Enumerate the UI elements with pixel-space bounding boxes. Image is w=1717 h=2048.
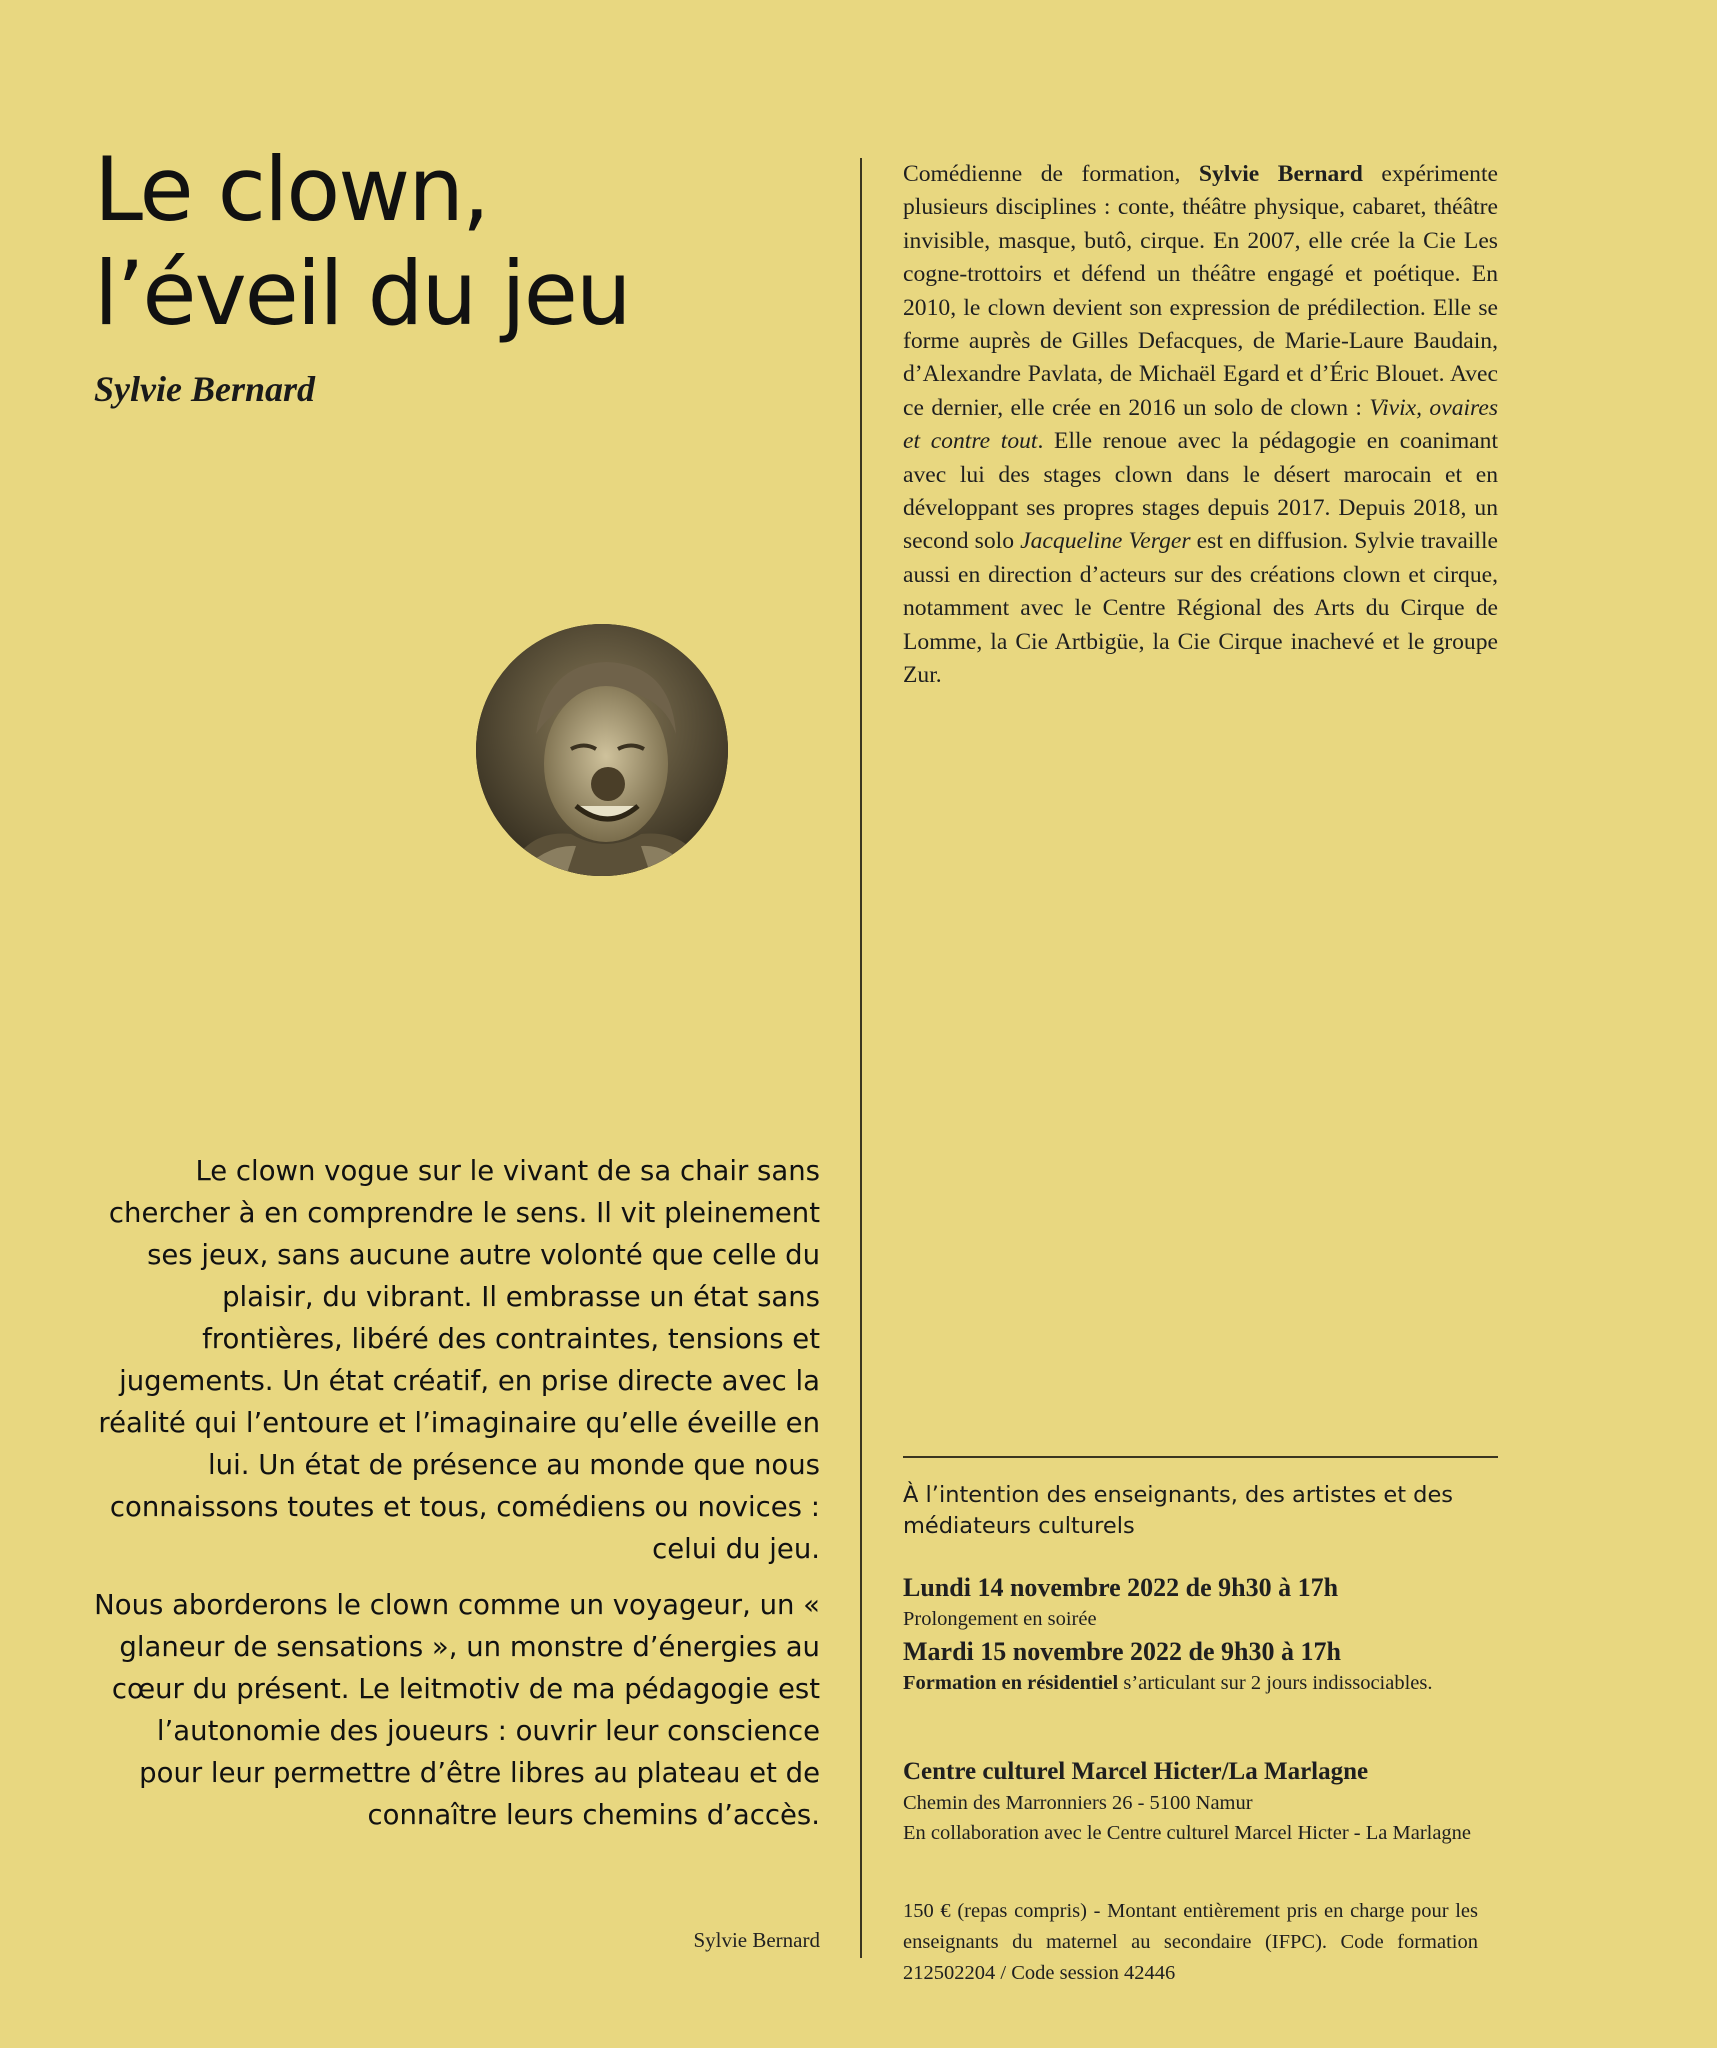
price-info: 150 € (repas compris) - Montant entièrement pris en charge pour les enseignants du maternel au secondaire (IFPC). Code formation 212502204 / Code session 42446 (903, 1900, 1478, 1984)
session-1-note: Prolongement en soirée (903, 1608, 1097, 1630)
target-audience: À l’intention des enseignants, des artistes et des médiateurs culturels (903, 1482, 1454, 1539)
pedagogy-quote (90, 1150, 820, 1850)
session-2-note-bold: Formation en résidentiel (903, 1672, 1119, 1694)
session-2 (903, 1636, 1498, 1698)
session-schedule (903, 1572, 1498, 1700)
author-biography (903, 158, 1498, 693)
quote-paragraph-2: Nous aborderons le clown comme un voyageur, un « glaneur de sensations », un monstre d’énergies au cœur du présent. Le leitmotiv de ma pédagogie est l’autonomie des joueurs : ouvrir leur conscience pour leur permettre d’être libres au plateau et de connaître leurs chemins d’accès. (94, 1589, 820, 1831)
session-2-note-rest: s’articulant sur 2 jours indissociables. (1118, 1672, 1433, 1694)
bio-part-2: expérimente plusieurs disciplines : conte, théâtre physique, cabaret, théâtre invisible, masque, butô, cirque. En 2007, elle crée la Cie Les cogne-trottoirs et défend un théâtre engagé et poétique. En 2010, le clown devient son expression de prédilection. Elle se forme auprès de Gilles Defacques, de Marie-Laure Baudain, d’Alexandre Pavlata, de Michaël Egard et d’Éric Blouet. Avec ce dernier, elle crée en 2016 un solo de clown : (903, 161, 1498, 421)
author-portrait (476, 624, 728, 876)
session-1-date: Lundi 14 novembre 2022 de 9h30 à 17h (903, 1573, 1339, 1602)
quote-signature: Sylvie Bernard (693, 1928, 820, 1952)
bio-work-title-2: Jacqueline Verger (1020, 528, 1191, 555)
portrait-image (476, 624, 728, 876)
title-line-1: Le clown, (94, 138, 488, 241)
page-title (94, 138, 794, 346)
session-2-date: Mardi 15 novembre 2022 de 9h30 à 17h (903, 1637, 1341, 1666)
bio-part-3: . Elle renoue avec la pédagogie en coanimant avec lui des stages clown dans le désert marocain et en développant ses propres stages depuis 2017. Depuis 2018, un second solo (903, 428, 1498, 555)
bio-part-1: Comédienne de formation, (903, 161, 1199, 187)
session-1 (903, 1572, 1498, 1634)
session-2-note (903, 1668, 1498, 1698)
quote-paragraph-1: Le clown vogue sur le vivant de sa chair sans chercher à en comprendre le sens. Il vit pleinement ses jeux, sans aucune autre volonté que celle du plaisir, du vibrant. Il embrasse un état sans frontières, libéré des contraintes, tensions et jugements. Un état créatif, en prise directe avec la réalité qui l’entoure et l’imaginaire qu’elle éveille en lui. Un état de présence au monde que nous connaissons toutes et tous, comédiens ou novices : celui du jeu. (98, 1155, 820, 1565)
title-line-2: l’éveil du jeu (94, 242, 630, 345)
bio-work-title-1: Vivix, ovaires et contre tout (903, 394, 1499, 455)
venue-info (903, 1756, 1498, 1848)
venue-name: Centre culturel Marcel Hicter/La Marlagne (903, 1758, 1369, 1785)
column-divider (860, 158, 862, 1958)
venue-collaboration: En collaboration avec le Centre culturel Marcel Hicter - La Marlagne (903, 1822, 1472, 1844)
author-name: Sylvie Bernard (94, 369, 315, 409)
section-rule (903, 1456, 1498, 1458)
bio-part-4: est en diffusion. Sylvie travaille aussi en direction d’acteurs sur des créations clown et cirque, notamment avec le Centre Régional des Arts du Cirque de Lomme, la Cie Artbigüe, la Cie Cirque inachevé et le groupe Zur. (903, 528, 1498, 689)
bio-author-name: Sylvie Bernard (1198, 161, 1363, 187)
venue-address: Chemin des Marronniers 26 - 5100 Namur (903, 1792, 1253, 1814)
